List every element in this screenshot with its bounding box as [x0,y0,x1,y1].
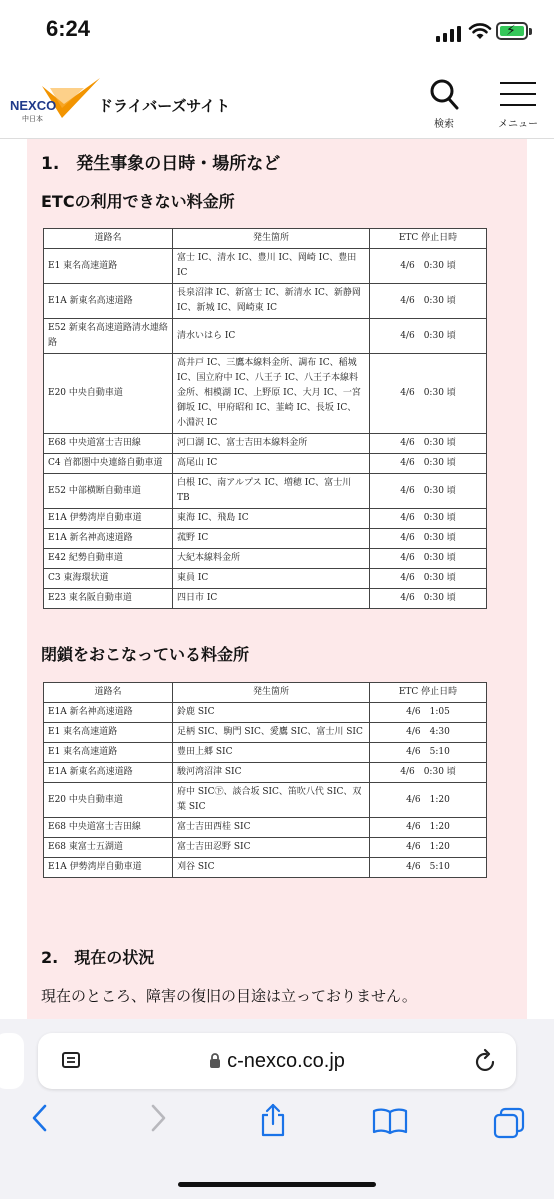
site-header [0,64,554,139]
location-cell: 東海 IC、飛島 IC [173,509,370,529]
location-cell: 四日市 IC [173,589,370,609]
table-row [44,818,487,838]
home-indicator [178,1182,376,1187]
table-header: 道路名 [44,683,173,703]
etc-unavailable-table [43,228,487,609]
table-row [44,509,487,529]
location-cell: 刈谷 SIC [173,858,370,878]
stop-time-cell: 4/6 0:30 頃 [370,569,487,589]
road-name-cell: E1 東名高速道路 [44,743,173,763]
location-cell: 菰野 IC [173,529,370,549]
stop-time-cell: 4/6 0:30 頃 [370,529,487,549]
share-icon[interactable] [258,1103,288,1137]
table-row [44,569,487,589]
status-text: 現在のところ、障害の復旧の目途は立っておりません。 [41,987,417,1005]
table-row [44,589,487,609]
location-cell: 長泉沼津 IC、新富士 IC、新清水 IC、新静岡 IC、新城 IC、岡崎東 IC [173,284,370,319]
closed-tollgates-heading: 閉鎖をおこなっている料金所 [41,645,250,664]
road-name-cell: E68 中央道富士吉田線 [44,818,173,838]
cellular-signal-icon [436,26,462,42]
search-button[interactable] [424,78,464,130]
road-name-cell: E1A 伊勢湾岸自動車道 [44,509,173,529]
previous-tab-preview[interactable] [0,1033,24,1089]
road-name-cell: E1A 新名神高速道路 [44,529,173,549]
back-icon[interactable] [28,1103,52,1133]
stop-time-cell: 4/6 0:30 頃 [370,319,487,354]
menu-button[interactable] [494,78,542,130]
table-row [44,838,487,858]
road-name-cell: E20 中央自動車道 [44,783,173,818]
forward-icon[interactable] [146,1103,170,1133]
stop-time-cell: 4/6 0:30 頃 [370,549,487,569]
stop-time-cell: 4/6 5:10 [370,858,487,878]
road-name-cell: E1 東名高速道路 [44,249,173,284]
road-name-cell: E68 中央道富士吉田線 [44,434,173,454]
search-icon [429,78,459,110]
hamburger-menu-icon [498,78,538,110]
battery-icon: ⚡ [496,22,528,40]
bookmarks-icon[interactable] [372,1107,408,1135]
url-label: c-nexco.co.jp [227,1050,345,1072]
tabs-icon[interactable] [492,1107,526,1139]
table-row [44,319,487,354]
url-text [38,1050,516,1073]
location-cell: 富士 IC、清水 IC、豊川 IC、岡崎 IC、豊田 IC [173,249,370,284]
stop-time-cell: 4/6 1:05 [370,703,487,723]
road-name-cell: E1 東名高速道路 [44,723,173,743]
table-row [44,723,487,743]
location-cell: 府中 SIC㊦、談合坂 SIC、笛吹八代 SIC、双葉 SIC [173,783,370,818]
location-cell: 駿河湾沼津 SIC [173,763,370,783]
stop-time-cell: 4/6 5:10 [370,743,487,763]
table-row [44,703,487,723]
table-row [44,454,487,474]
location-cell: 富士吉田忍野 SIC [173,838,370,858]
table-row [44,763,487,783]
road-name-cell: E52 新東名高速道路清水連絡路 [44,319,173,354]
road-name-cell: E1A 伊勢湾岸自動車道 [44,858,173,878]
stop-time-cell: 4/6 0:30 頃 [370,249,487,284]
location-cell: 鈴鹿 SIC [173,703,370,723]
road-name-cell: E52 中部横断自動車道 [44,474,173,509]
search-label: 検索 [434,119,454,130]
table-row [44,474,487,509]
reload-icon[interactable] [474,1048,498,1074]
road-name-cell: E23 東名阪自動車道 [44,589,173,609]
address-bar[interactable] [38,1033,516,1089]
road-name-cell: E20 中央自動車道 [44,354,173,434]
nexco-logo[interactable] [10,78,92,128]
browser-toolbar [0,1019,554,1199]
road-name-cell: E1A 新東名高速道路 [44,284,173,319]
status-bar [0,0,554,64]
etc-unavailable-heading: ETCの利用できない料金所 [41,192,235,211]
notice-content [27,139,527,1019]
table-row [44,434,487,454]
table-header: 発生箇所 [173,683,370,703]
logo-text: NEXCO [10,98,57,113]
section-1-heading: 1. 発生事象の日時・場所など [41,154,281,174]
table-row [44,743,487,763]
table-row [44,783,487,818]
section-2-heading: 2. 現在の状況 [41,948,155,967]
menu-label: メニュー [498,119,538,130]
table-row [44,858,487,878]
table-row [44,284,487,319]
table-header: 道路名 [44,229,173,249]
location-cell: 富士吉田西桂 SIC [173,818,370,838]
table-header: ETC 停止日時 [370,683,487,703]
location-cell: 清水いはら IC [173,319,370,354]
road-name-cell: C4 首都圏中央連絡自動車道 [44,454,173,474]
stop-time-cell: 4/6 1:20 [370,838,487,858]
location-cell: 大紀本線料金所 [173,549,370,569]
location-cell: 高井戸 IC、三鷹本線料金所、調布 IC、稲城 IC、国立府中 IC、八王子 IC、八王子本線料金所、相模湖 IC、上野原 IC、大月 IC、一宮御坂 IC、甲府昭和 IC、韮崎 IC、長坂 IC、小淵沢 IC [173,354,370,434]
logo-subtext: 中日本 [22,115,43,123]
table-header: ETC 停止日時 [370,229,487,249]
location-cell: 白根 IC、南アルプス IC、増穂 IC、富士川 TB [173,474,370,509]
location-cell: 豊田上郷 SIC [173,743,370,763]
road-name-cell: C3 東海環状道 [44,569,173,589]
stop-time-cell: 4/6 4:30 [370,723,487,743]
location-cell: 東員 IC [173,569,370,589]
table-row [44,354,487,434]
stop-time-cell: 4/6 0:30 頃 [370,354,487,434]
stop-time-cell: 4/6 0:30 頃 [370,434,487,454]
stop-time-cell: 4/6 0:30 頃 [370,474,487,509]
location-cell: 高尾山 IC [173,454,370,474]
status-time: 6:24 [46,16,91,41]
road-name-cell: E1A 新東名高速道路 [44,763,173,783]
stop-time-cell: 4/6 0:30 頃 [370,284,487,319]
stop-time-cell: 4/6 1:20 [370,818,487,838]
location-cell: 河口湖 IC、富士吉田本線料金所 [173,434,370,454]
table-row [44,549,487,569]
stop-time-cell: 4/6 0:30 頃 [370,454,487,474]
road-name-cell: E68 東富士五湖道 [44,838,173,858]
site-title: ドライバーズサイト [98,97,231,115]
stop-time-cell: 4/6 0:30 頃 [370,509,487,529]
location-cell: 足柄 SIC、駒門 SIC、愛鷹 SIC、富士川 SIC [173,723,370,743]
road-name-cell: E42 紀勢自動車道 [44,549,173,569]
table-row [44,249,487,284]
stop-time-cell: 4/6 0:30 頃 [370,763,487,783]
stop-time-cell: 4/6 0:30 頃 [370,589,487,609]
road-name-cell: E1A 新名神高速道路 [44,703,173,723]
lock-icon [209,1053,221,1068]
stop-time-cell: 4/6 1:20 [370,783,487,818]
table-row [44,529,487,549]
closed-tollgates-table [43,682,487,878]
wifi-icon [468,22,492,40]
table-header: 発生箇所 [173,229,370,249]
